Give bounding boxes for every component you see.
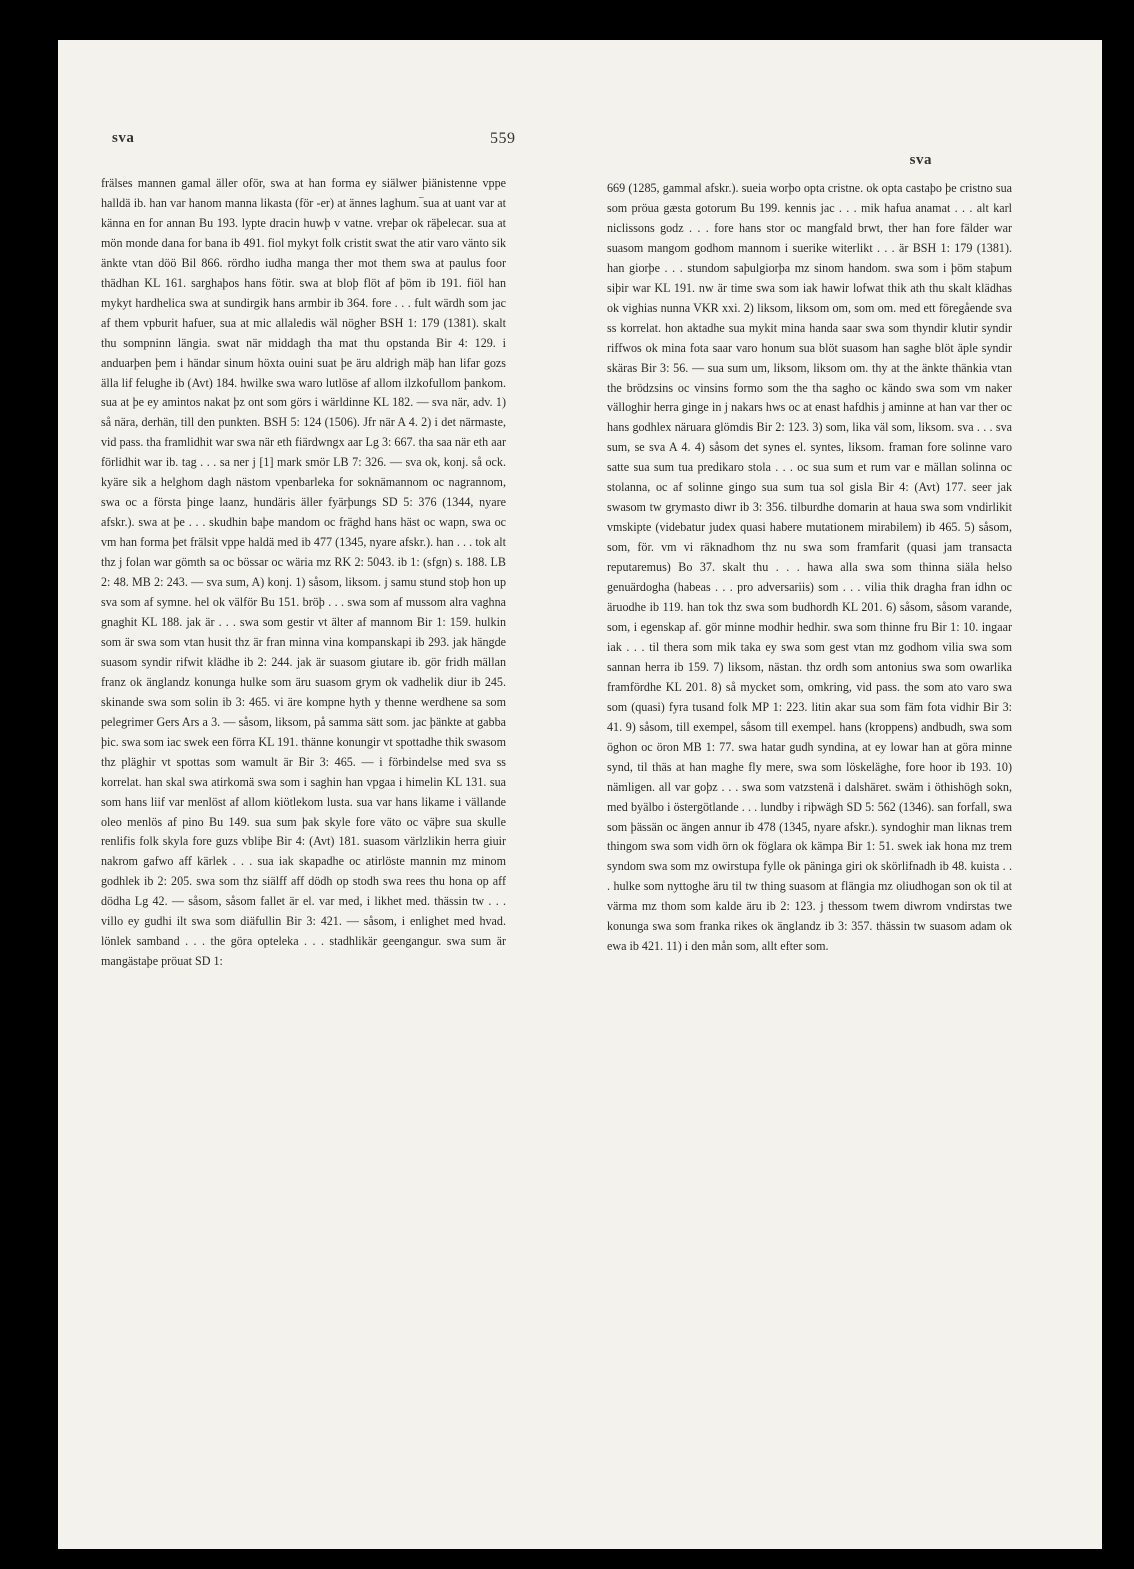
page-number: 559 — [490, 130, 516, 147]
left-column-text: frälses mannen gamal äller oför, swa at han forma ey siälwer þiänistenne vppe halldä ib. han var hanom manna likasta (för -er) at ännes laghum.‾sua at uant var at känna en for annan Bu 193. lypte dracin huwþ v vatne. vreþar ok räþelecar. sua at mön monde dana for bana ib 491. fiol mykyt folk cristit swat the atir varo vänto sik änkte vtan döö Bil 866. rördho iudha manga ther mot them swa at paulus foor thädhan KL 161. sarghaþos hans fötir. swa at bloþ flöt af þöm ib 191. fiöl han mykyt hardhelica swa at sundirgik hans armbir ib 364. fore . . . fult wärdh som jac af them vpburit hafuer, sua at mic allaledis wäl nögher BSH 1: 179 (1381). skalt thu sompninn längia. swat när middagh tha mat thu opstanda Bir 4: 129. i anduarþen þem i händar sinum höxta ouini suat þe äru aldrigh mäþ han lifar gozs älla lif felughe ib (Avt) 184. hwilke swa waro lutlöse af allom ilzkofullom þankom. sua at þe ey amintos nakat þz ont som görs i wärldinne KL 182. — sva när, adv. 1) så nära, derhän, till den punkten. BSH 5: 124 (1506). Jfr när A 4. 2) i det närmaste, vid pass. tha framlidhit war swa när eth fiärdwngx aar Lg 3: 667. tha saa när eth aar förlidhit war ib. tag . . . sa ner j [1] mark smör LB 7: 326. — sva ok, konj. så ock. kyäre sik a helghom dagh nästom vpenbarleka for soknämannom oc nagrannom, swa oc a första þinge laanz, hundäris äller fyärþungs SD 5: 376 (1344, nyare afskr.). swa at þe . . . skudhin baþe mandom oc fräghd hans häst oc wapn, swa oc vm han forma þet frälsit vppe haldä med ib 477 (1345, nyare afskr.). han . . . tok alt thz j folan war gömth sa oc bössar oc wäria mz RK 2: 5043. ib 1: (sfgn) s. 188. LB 2: 48. MB 2: 243. — sva sum, A) konj. 1) såsom, liksom. j samu stund stoþ hon up sva som af symne. hel ok välför Bu 151. bröþ . . . swa som af mussom alra vaghna gnaghit KL 188. jak är . . . swa som gestir vt älter af mannom Bir 1: 159. hulkin som är swa som vtan husit thz är fran minna vina kompanskapi ib 293. jak hängde suasom syndir rifwit klädhe ib 2: 244. jak är suasom giutare ib. gör fridh mällan franz ok änglandz konunga hulke som äru suasom grym ok vadhelik diur ib 245. skinande swa som solin ib 3: 465. vi äre kompne hyth y thenne werdhene sa som pelegrimer Gers Ars a 3. — såsom, liksom, på samma sätt som. jac þänkte at gabba þic. swa som iac swek een förra KL 191. thänne konungir vt spottadhe thik swasom thz pläghir vt spottas som wamult är Bir 3: 465. — i förbindelse med sva ss korrelat. han skal swa atirkomä swa som i saghin han vpgaa i himelin KL 131. sua som hans liif var menlöst af allom kiötlekom lusta. sua var hans likame i vällande oleo menlös af pino Bu 149. sua sum þak skyle fore väto oc väþre sua skulle renlifis folk skyla fore guzs vbliþe Bir 4: (Avt) 181. suasom värlzlikin herra giuir nakrom gafwo aff kärlek . . . sua iak skapadhe oc atirlöste mannin mz minom godhlek ib 2: 205. swa som thz siälff aff dödh op stodh swa rees thu hona op aff dödha Lg 42. — såsom, såsom fallet är el. var med, i likhet med. thässin tw . . . villo ey gudhi ilt swa som diäfullin Bir 3: 421. — såsom, i enlighet med hvad. lönlek samband . . . the göra opteleka . . . stadhlikär geengangur. swa sum är mangästaþe pröuat SD 1: — [101, 176, 506, 969]
right-column — [607, 179, 1012, 957]
right-column-text: 669 (1285, gammal afskr.). sueia worþo opta cristne. ok opta castaþo þe cristno sua som pröua gæsta gotorum Bu 199. kennis jac . . . mik hafua anamat . . . alt karl niclissons godz . . . fore hans stor oc mangfald brwt, ther han fore fälder war suasom mangom godhom mannom i suerike witerlikt . . . är BSH 1: 179 (1381). han giorþe . . . stundom saþulgiorþa mz sinom handom. swa som i þöm staþum siþir war KL 191. nw är time swa som iak hawir lofwat thik ath thu skalt klädhas ok vighias nunna VKR xxi. 2) liksom, liksom om, som om. med ett föregående sva ss korrelat. hon aktadhe sua mykit mina handa saar swa som thyndir klutir syndir riffwos ok mina fota saar varo honum sua blöt suasom han saghe blöt äple syndir skäras Bir 3: 56. — sua sum um, liksom, liksom om. thy at the änkte thänkia vtan the brödzsins oc vinsins formo som the tha sagho oc kändo swa som vm naker välloghir herra ginge in j nakars hws oc at enast hafdhis j aminne at han var ther oc hans godhlex näruara glömdis Bir 2: 123. 3) som, lika väl som, liksom. sva . . . sva sum, se sva A 4. 4) såsom det synes el. syntes, liksom. framan fore solinne varo satte sua sum tua predikaro stola . . . oc sua sum et rum var e mällan solinna oc stolanna, oc af solinne gingo sua sum tua sol gisla Bir 4: (Avt) 177. seer jak swasom tw grymasto diwr ib 3: 356. tilburdhe domarin at haua swa som vndirlikit vmskipte (videbatur judex quasi habere mutationem mirabilem) ib 465. 5) såsom, som, för. vm vi räknadhom thz nu swa som framfarit (quasi jam transacta reputaremus) Bo 37. skalt thu . . . hawa alla swa som thinna siäla helso genuärdogha (habeas . . . pro adversariis) som . . . vilia thik dragha fran idhn oc äruodhe ib 119. han tok thz swa som budhordh KL 201. 6) såsom, såsom varande, som, i egenskap af. gör minne modhir hedhir. swa som thinne fru Bir 1: 10. ingaar iak . . . til thera som mik taka ey swa som gest vtan mz godhom vilia swa som sannan herra ib 159. 7) liksom, nästan. thz ordh som antonius swa som owarlika framfördhe KL 201. 8) så mycket som, omkring, vid pass. the som ato varo swa som (quasi) fyra tusand folk MP 1: 223. litin akar sua som fäm fota vidhir Bir 3: 41. 9) såsom, till exempel, såsom till exempel. hans (kroppens) andbudh, swa som öghon oc öron MB 1: 77. swa hatar gudh syndina, at ey lowar han at göra minne synd, til thäs at han maghe fly mere, swa som löskeläghe, fore hoor ib 193. 10) nämligen. all var goþz . . . swa som vatzstenä i dalshäret. swäm i öthishögh sokn, med byälbo i östergötlande . . . lundby i riþwägh SD 5: 562 (1346). san forfall, swa som þässän oc ängen annur ib 478 (1345, nyare afskr.). syndoghir man liknas trem thingom swa som vidh örn ok föglara ok kämpa Bir 1: 51. swek iak hona mz trem syndom swa som mz owirstupa fylle ok päninga giri ok skörlifnadh ib 48. kuista . . . hulke som nyttoghe äru til tw thing suasom at flängia mz oliudhogan son ok til at värma mz thom som kalde äru ib 2: 123. j thessom twem diwrom vndirstas twe konunga swa som franka rikes ok änglandz ib 3: 357. thässin tw suasom adam ok ewa ib 421. 11) i den mån som, allt efter som. — [607, 181, 1012, 954]
dictionary-page — [58, 40, 1102, 1549]
running-head-left: sva — [112, 130, 135, 146]
left-column — [101, 174, 506, 972]
running-head-right: sva — [909, 152, 932, 168]
